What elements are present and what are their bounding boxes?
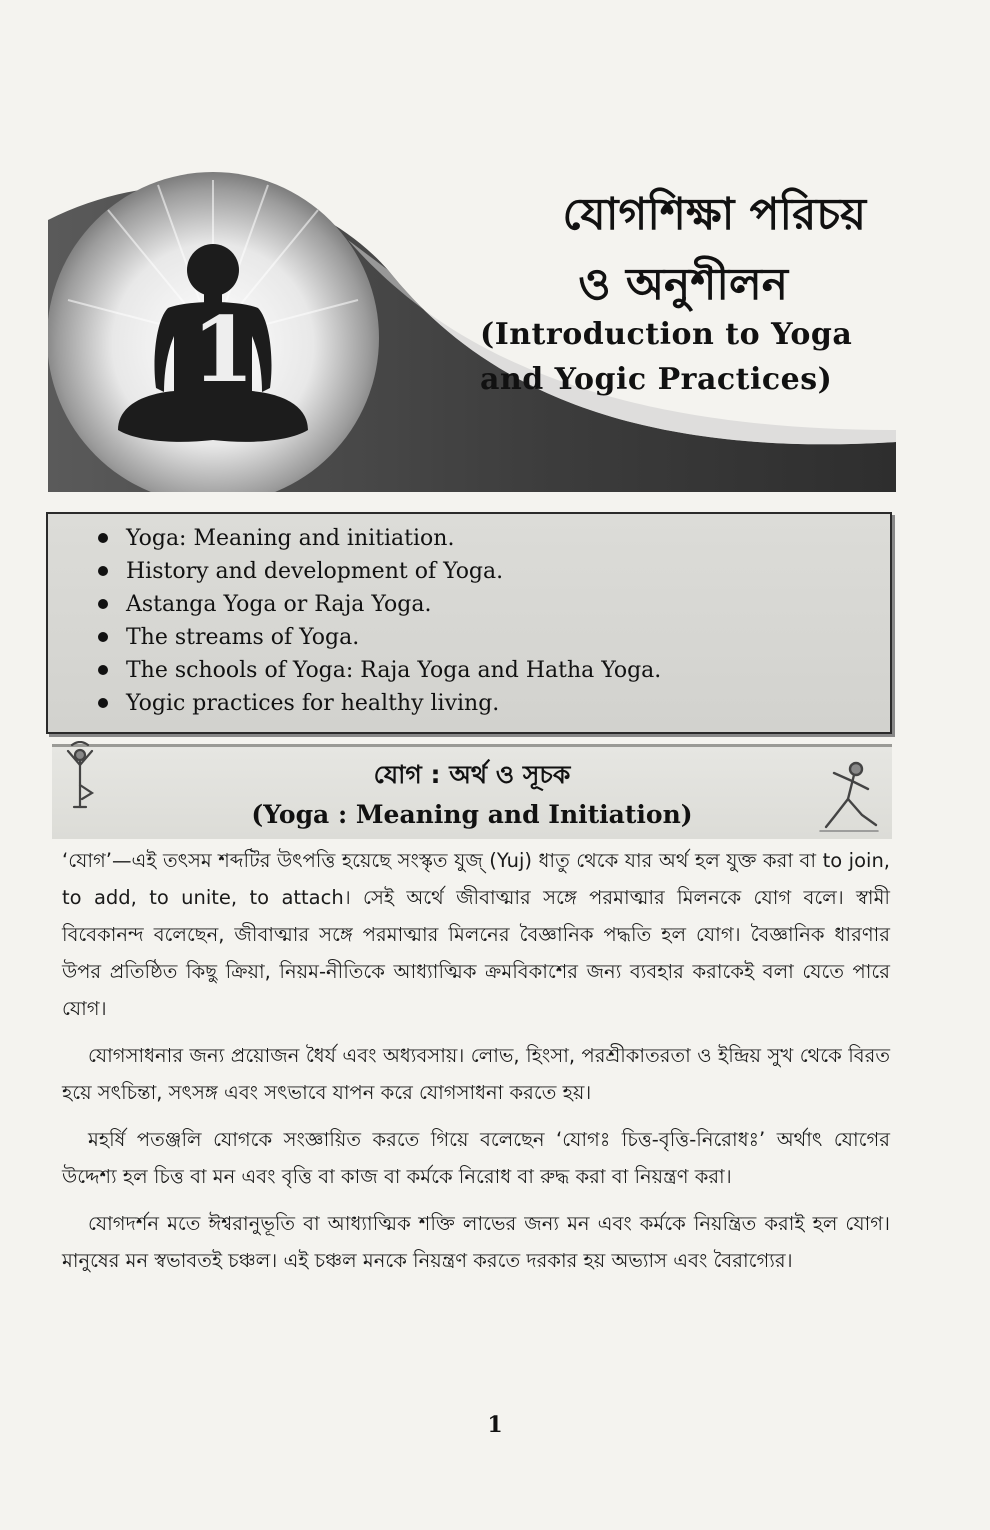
chapter-title-en-line2: and Yogic Practices) bbox=[480, 362, 833, 397]
chapter-number: 1 bbox=[191, 297, 255, 403]
section-title-english: (Yoga : Meaning and Initiation) bbox=[251, 800, 693, 829]
topics-list bbox=[48, 514, 890, 720]
paragraph: যোগসাধনার জন্য প্রয়োজন ধৈর্য এবং অধ্যবসায়। লোভ, হিংসা, পরশ্রীকাতরতা ও ইন্দ্রিয় সুখ থেকে বিরত হয়ে সৎচিন্তা, সৎসঙ্গ এবং সৎভাবে যাপন করে যোগসাধনা করতে হয়। bbox=[62, 1044, 890, 1104]
topic-text: The streams of Yoga. bbox=[126, 625, 360, 650]
chapter-title-en-line1: (Introduction to Yoga bbox=[480, 317, 853, 352]
chapter-title-bengali bbox=[346, 180, 866, 320]
chapter-title-bn-line2: ও অনুশীলন bbox=[578, 259, 788, 310]
section-header bbox=[52, 744, 892, 839]
topic-text: Yogic practices for healthy living. bbox=[126, 691, 500, 716]
page-number: 1 bbox=[487, 1412, 503, 1438]
topic-text: Yoga: Meaning and initiation. bbox=[126, 526, 455, 551]
body-text bbox=[62, 842, 890, 1289]
bullet-icon bbox=[98, 665, 108, 675]
section-title-bengali: যোগ : অর্থ ও সূচক bbox=[373, 760, 571, 789]
chapter-title-bn-line1: যোগশিক্ষা পরিচয় bbox=[562, 189, 866, 240]
topic-item bbox=[126, 588, 890, 621]
chapter-banner bbox=[48, 160, 896, 492]
topic-item bbox=[126, 555, 890, 588]
chapter-title-english bbox=[480, 312, 900, 402]
topic-item bbox=[126, 687, 890, 720]
topic-text: History and development of Yoga. bbox=[126, 559, 504, 584]
exercise-figure-icon bbox=[816, 759, 882, 835]
paragraph: ‘যোগ’—এই তৎসম শব্দটির উৎপত্তি হয়েছে সংস্কৃত যুজ্ (Yuj) ধাতু থেকে যার অর্থ হল যুক্ত করা বা to join, to add, to unite, to attach। সেই অর্থে জীবাত্মার সঙ্গে পরমাত্মার মিলনকে যোগ বলে। স্বামী বিবেকানন্দ বলেছেন, জীবাত্মার সঙ্গে পরমাত্মার মিলনের বৈজ্ঞানিক পদ্ধতি হল যোগ। বৈজ্ঞানিক ধারণার উপর প্রতিষ্ঠিত কিছু ক্রিয়া, নিয়ম-নীতিকে আধ্যাত্মিক ক্রমবিকাশের জন্য ব্যবহার করাকেই বলা যেতে পারে যোগ। bbox=[62, 849, 890, 1020]
bullet-icon bbox=[98, 566, 108, 576]
topic-item bbox=[126, 654, 890, 687]
bullet-icon bbox=[98, 632, 108, 642]
topic-item bbox=[126, 621, 890, 654]
topic-text: The schools of Yoga: Raja Yoga and Hatha Yoga. bbox=[126, 658, 662, 683]
topic-text: Astanga Yoga or Raja Yoga. bbox=[126, 592, 432, 617]
topic-item bbox=[126, 522, 890, 555]
chapter-topics-box bbox=[46, 512, 892, 734]
paragraph: যোগদর্শন মতে ঈশ্বরানুভূতি বা আধ্যাত্মিক শক্তি লাভের জন্য মন এবং কর্মকে নিয়ন্ত্রিত করাই হল যোগ। মানুষের মন স্বভাবতই চঞ্চল। এই চঞ্চল মনকে নিয়ন্ত্রণ করতে দরকার হয় অভ্যাস এবং বৈরাগ্যের। bbox=[62, 1212, 890, 1272]
paragraph: মহর্ষি পতঞ্জলি যোগকে সংজ্ঞায়িত করতে গিয়ে বলেছেন ‘যোগঃ চিত্ত-বৃত্তি-নিরোধঃ’ অর্থাৎ যোগের উদ্দেশ্য হল চিত্ত বা মন এবং বৃত্তি বা কাজ বা কর্মকে নিরোধ বা রুদ্ধ করা বা নিয়ন্ত্রণ করা। bbox=[62, 1128, 890, 1188]
bullet-icon bbox=[98, 599, 108, 609]
bullet-icon bbox=[98, 533, 108, 543]
bullet-icon bbox=[98, 698, 108, 708]
